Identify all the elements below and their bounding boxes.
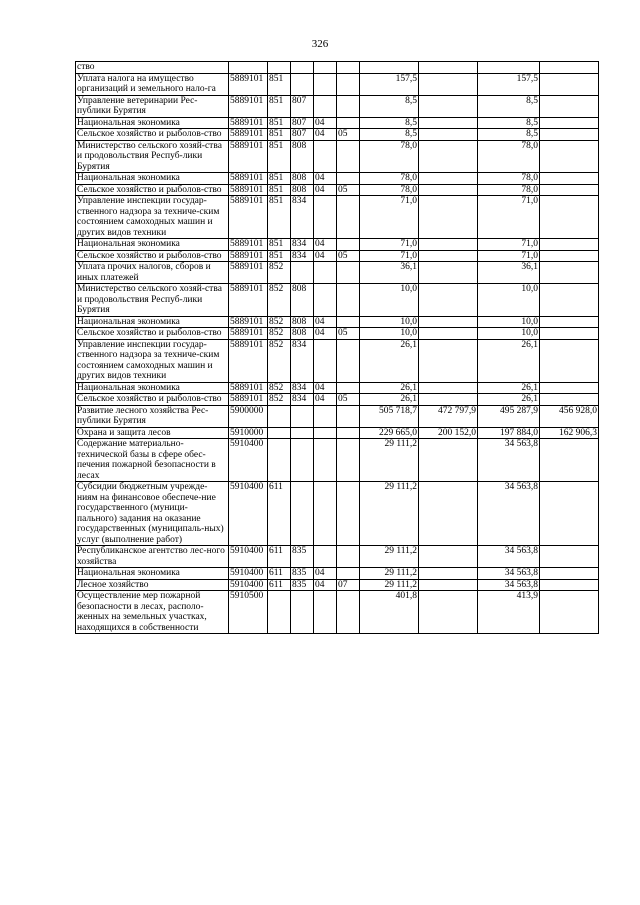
subsection-code-cell	[337, 339, 360, 382]
amount-3-cell: 78,0	[478, 140, 540, 173]
expense-type-cell: 852	[268, 394, 291, 406]
subsection-code-cell	[337, 173, 360, 185]
section-code-cell	[314, 482, 337, 546]
amount-1-cell: 10,0	[360, 328, 419, 340]
amount-1-cell: 10,0	[360, 316, 419, 328]
item-name-cell: Национальная экономика	[76, 382, 229, 394]
amount-2-cell	[419, 262, 478, 284]
amount-1-cell: 229 665,0	[360, 427, 419, 439]
expense-type-cell: 851	[268, 73, 291, 95]
item-name-cell: Министерство сельского хозяй-ства и продовольствия Респуб-лики Бурятия	[76, 140, 229, 173]
section-code-cell	[314, 405, 337, 427]
amount-3-cell: 26,1	[478, 382, 540, 394]
department-code-cell: 834	[291, 339, 314, 382]
expense-type-cell: 852	[268, 328, 291, 340]
subsection-code-cell	[337, 427, 360, 439]
department-code-cell	[291, 262, 314, 284]
subsection-code-cell	[337, 546, 360, 568]
amount-3-cell: 26,1	[478, 394, 540, 406]
target-code-cell: 5910400	[229, 568, 268, 580]
amount-3-cell: 34 563,8	[478, 568, 540, 580]
table-row	[76, 284, 599, 317]
amount-2-cell	[419, 73, 478, 95]
amount-4-cell	[540, 394, 599, 406]
section-code-cell: 04	[314, 328, 337, 340]
target-code-cell: 5889101	[229, 196, 268, 239]
table-row	[76, 95, 599, 117]
section-code-cell: 04	[314, 129, 337, 141]
amount-4-cell	[540, 568, 599, 580]
section-code-cell: 04	[314, 579, 337, 591]
item-name-cell: Национальная экономика	[76, 117, 229, 129]
expense-type-cell: 852	[268, 339, 291, 382]
department-code-cell: 834	[291, 394, 314, 406]
table-row	[76, 250, 599, 262]
subsection-code-cell	[337, 591, 360, 634]
amount-1-cell: 157,5	[360, 73, 419, 95]
target-code-cell: 5900000	[229, 405, 268, 427]
amount-4-cell	[540, 382, 599, 394]
table-row	[76, 427, 599, 439]
expense-type-cell: 851	[268, 173, 291, 185]
department-code-cell	[291, 73, 314, 95]
amount-4-cell	[540, 284, 599, 317]
amount-4-cell	[540, 482, 599, 546]
subsection-code-cell	[337, 382, 360, 394]
amount-4-cell	[540, 196, 599, 239]
target-code-cell: 5889101	[229, 250, 268, 262]
section-code-cell	[314, 62, 337, 74]
amount-2-cell	[419, 117, 478, 129]
expense-type-cell: 851	[268, 140, 291, 173]
expense-type-cell: 611	[268, 568, 291, 580]
amount-4-cell	[540, 184, 599, 196]
subsection-code-cell	[337, 239, 360, 251]
subsection-code-cell	[337, 405, 360, 427]
item-name-cell: Сельское хозяйство и рыболов-ство	[76, 129, 229, 141]
table-row	[76, 316, 599, 328]
department-code-cell	[291, 591, 314, 634]
amount-4-cell	[540, 316, 599, 328]
target-code-cell: 5910400	[229, 546, 268, 568]
amount-1-cell: 29 111,2	[360, 482, 419, 546]
section-code-cell	[314, 95, 337, 117]
section-code-cell: 04	[314, 568, 337, 580]
subsection-code-cell	[337, 95, 360, 117]
amount-3-cell: 34 563,8	[478, 439, 540, 482]
target-code-cell: 5889101	[229, 140, 268, 173]
department-code-cell	[291, 427, 314, 439]
table-row	[76, 394, 599, 406]
subsection-code-cell	[337, 62, 360, 74]
department-code-cell: 834	[291, 382, 314, 394]
item-name-cell: Управление ветеринарии Рес-публики Бурятия	[76, 95, 229, 117]
subsection-code-cell	[337, 73, 360, 95]
department-code-cell: 808	[291, 328, 314, 340]
amount-4-cell	[540, 328, 599, 340]
amount-2-cell	[419, 284, 478, 317]
table-row	[76, 339, 599, 382]
target-code-cell: 5889101	[229, 239, 268, 251]
item-name-cell: Министерство сельского хозяй-ства и продовольствия Респуб-лики Бурятия	[76, 284, 229, 317]
amount-3-cell	[478, 62, 540, 74]
item-name-cell: Сельское хозяйство и рыболов-ство	[76, 184, 229, 196]
department-code-cell	[291, 62, 314, 74]
section-code-cell	[314, 196, 337, 239]
department-code-cell: 808	[291, 173, 314, 185]
subsection-code-cell: 07	[337, 579, 360, 591]
expense-type-cell: 611	[268, 546, 291, 568]
section-code-cell	[314, 73, 337, 95]
expense-type-cell: 851	[268, 250, 291, 262]
amount-3-cell: 26,1	[478, 339, 540, 382]
subsection-code-cell	[337, 117, 360, 129]
amount-1-cell: 71,0	[360, 196, 419, 239]
amount-1-cell: 8,5	[360, 117, 419, 129]
item-name-cell: Содержание материально-технической базы в сфере обес-печения пожарной безопасности в лесах	[76, 439, 229, 482]
amount-1-cell: 29 111,2	[360, 568, 419, 580]
subsection-code-cell: 05	[337, 394, 360, 406]
section-code-cell: 04	[314, 117, 337, 129]
target-code-cell: 5910400	[229, 482, 268, 546]
amount-3-cell: 413,9	[478, 591, 540, 634]
section-code-cell: 04	[314, 173, 337, 185]
amount-1-cell: 29 111,2	[360, 579, 419, 591]
amount-2-cell	[419, 62, 478, 74]
amount-2-cell	[419, 196, 478, 239]
table-row	[76, 73, 599, 95]
amount-1-cell: 8,5	[360, 129, 419, 141]
item-name-cell: Национальная экономика	[76, 173, 229, 185]
subsection-code-cell	[337, 439, 360, 482]
amount-2-cell	[419, 239, 478, 251]
amount-3-cell: 10,0	[478, 316, 540, 328]
amount-2-cell	[419, 95, 478, 117]
amount-3-cell: 34 563,8	[478, 482, 540, 546]
amount-1-cell: 29 111,2	[360, 439, 419, 482]
amount-4-cell	[540, 140, 599, 173]
amount-1-cell: 71,0	[360, 239, 419, 251]
amount-2-cell	[419, 382, 478, 394]
item-name-cell: Субсидии бюджетным учрежде-ниям на финансовое обеспече-ние государственного (муници-пального) задания на оказание государственных (муниципаль-ных) услуг (выполнение работ)	[76, 482, 229, 546]
amount-4-cell	[540, 250, 599, 262]
amount-4-cell	[540, 579, 599, 591]
amount-3-cell: 78,0	[478, 184, 540, 196]
amount-2-cell	[419, 394, 478, 406]
amount-3-cell: 8,5	[478, 129, 540, 141]
target-code-cell: 5910400	[229, 579, 268, 591]
table-row	[76, 328, 599, 340]
amount-3-cell: 71,0	[478, 196, 540, 239]
amount-2-cell	[419, 568, 478, 580]
section-code-cell	[314, 339, 337, 382]
item-name-cell: Сельское хозяйство и рыболов-ство	[76, 250, 229, 262]
subsection-code-cell: 05	[337, 184, 360, 196]
subsection-code-cell: 05	[337, 250, 360, 262]
amount-1-cell: 505 718,7	[360, 405, 419, 427]
department-code-cell: 834	[291, 250, 314, 262]
section-code-cell: 04	[314, 184, 337, 196]
amount-3-cell: 10,0	[478, 284, 540, 317]
section-code-cell: 04	[314, 394, 337, 406]
amount-4-cell	[540, 239, 599, 251]
subsection-code-cell: 05	[337, 328, 360, 340]
amount-4-cell	[540, 262, 599, 284]
expense-type-cell	[268, 591, 291, 634]
amount-4-cell	[540, 62, 599, 74]
item-name-cell: Управление инспекции государ-ственного надзора за техниче-ским состоянием самоходных машин и других видов техники	[76, 196, 229, 239]
amount-2-cell	[419, 482, 478, 546]
subsection-code-cell	[337, 196, 360, 239]
item-name-cell: Сельское хозяйство и рыболов-ство	[76, 328, 229, 340]
department-code-cell: 807	[291, 117, 314, 129]
amount-3-cell: 34 563,8	[478, 579, 540, 591]
target-code-cell: 5889101	[229, 73, 268, 95]
amount-1-cell: 26,1	[360, 339, 419, 382]
item-name-cell: Охрана и защита лесов	[76, 427, 229, 439]
item-name-cell: Уплата прочих налогов, сборов и иных платежей	[76, 262, 229, 284]
item-name-cell: Сельское хозяйство и рыболов-ство	[76, 394, 229, 406]
amount-1-cell	[360, 62, 419, 74]
target-code-cell: 5889101	[229, 316, 268, 328]
target-code-cell: 5889101	[229, 129, 268, 141]
item-name-cell: Национальная экономика	[76, 568, 229, 580]
target-code-cell: 5889101	[229, 284, 268, 317]
subsection-code-cell: 05	[337, 129, 360, 141]
amount-3-cell: 34 563,8	[478, 546, 540, 568]
item-name-cell: Республиканское агентство лес-ного хозяйства	[76, 546, 229, 568]
section-code-cell	[314, 140, 337, 173]
department-code-cell: 834	[291, 239, 314, 251]
amount-3-cell: 78,0	[478, 173, 540, 185]
amount-1-cell: 36,1	[360, 262, 419, 284]
department-code-cell: 807	[291, 129, 314, 141]
amount-4-cell	[540, 439, 599, 482]
expense-type-cell: 852	[268, 382, 291, 394]
page-number: 326	[311, 38, 329, 50]
target-code-cell: 5889101	[229, 184, 268, 196]
department-code-cell: 808	[291, 184, 314, 196]
amount-4-cell	[540, 117, 599, 129]
table-row	[76, 262, 599, 284]
section-code-cell	[314, 591, 337, 634]
target-code-cell: 5910400	[229, 439, 268, 482]
section-code-cell	[314, 439, 337, 482]
amount-4-cell: 456 928,0	[540, 405, 599, 427]
expense-type-cell	[268, 62, 291, 74]
subsection-code-cell	[337, 316, 360, 328]
amount-1-cell: 10,0	[360, 284, 419, 317]
expense-type-cell: 851	[268, 184, 291, 196]
subsection-code-cell	[337, 140, 360, 173]
item-name-cell: Национальная экономика	[76, 316, 229, 328]
item-name-cell: Управление инспекции государ-ственного надзора за техниче-ским состоянием самоходных машин и других видов техники	[76, 339, 229, 382]
amount-3-cell: 157,5	[478, 73, 540, 95]
table-row	[76, 568, 599, 580]
amount-4-cell	[540, 173, 599, 185]
expense-type-cell: 852	[268, 284, 291, 317]
amount-4-cell	[540, 591, 599, 634]
subsection-code-cell	[337, 284, 360, 317]
amount-4-cell	[540, 339, 599, 382]
amount-2-cell: 472 797,9	[419, 405, 478, 427]
amount-3-cell: 197 884,0	[478, 427, 540, 439]
section-code-cell	[314, 262, 337, 284]
target-code-cell: 5889101	[229, 394, 268, 406]
budget-table-body	[76, 62, 599, 634]
expense-type-cell: 851	[268, 95, 291, 117]
table-row	[76, 196, 599, 239]
section-code-cell: 04	[314, 316, 337, 328]
amount-2-cell	[419, 328, 478, 340]
amount-4-cell: 162 906,3	[540, 427, 599, 439]
department-code-cell: 808	[291, 284, 314, 317]
amount-1-cell: 71,0	[360, 250, 419, 262]
section-code-cell	[314, 427, 337, 439]
item-name-cell: Национальная экономика	[76, 239, 229, 251]
amount-2-cell	[419, 579, 478, 591]
target-code-cell: 5889101	[229, 339, 268, 382]
amount-1-cell: 78,0	[360, 140, 419, 173]
amount-2-cell	[419, 339, 478, 382]
target-code-cell	[229, 62, 268, 74]
table-row	[76, 62, 599, 74]
expense-type-cell	[268, 405, 291, 427]
table-row	[76, 140, 599, 173]
amount-2-cell	[419, 591, 478, 634]
expense-type-cell: 851	[268, 239, 291, 251]
amount-3-cell: 36,1	[478, 262, 540, 284]
table-row	[76, 129, 599, 141]
amount-3-cell: 8,5	[478, 117, 540, 129]
amount-1-cell: 29 111,2	[360, 546, 419, 568]
department-code-cell: 835	[291, 568, 314, 580]
table-row	[76, 439, 599, 482]
table-row	[76, 546, 599, 568]
subsection-code-cell	[337, 568, 360, 580]
amount-4-cell	[540, 95, 599, 117]
section-code-cell: 04	[314, 239, 337, 251]
amount-3-cell: 495 287,9	[478, 405, 540, 427]
amount-4-cell	[540, 129, 599, 141]
expense-type-cell: 852	[268, 262, 291, 284]
amount-1-cell: 78,0	[360, 173, 419, 185]
table-row	[76, 173, 599, 185]
amount-4-cell	[540, 546, 599, 568]
department-code-cell	[291, 482, 314, 546]
section-code-cell: 04	[314, 250, 337, 262]
amount-1-cell: 78,0	[360, 184, 419, 196]
target-code-cell: 5889101	[229, 117, 268, 129]
amount-3-cell: 8,5	[478, 95, 540, 117]
amount-2-cell	[419, 316, 478, 328]
amount-1-cell: 401,8	[360, 591, 419, 634]
table-row	[76, 482, 599, 546]
expense-type-cell: 851	[268, 117, 291, 129]
target-code-cell: 5889101	[229, 328, 268, 340]
amount-1-cell: 26,1	[360, 382, 419, 394]
department-code-cell: 835	[291, 579, 314, 591]
subsection-code-cell	[337, 482, 360, 546]
table-row	[76, 117, 599, 129]
amount-3-cell: 71,0	[478, 250, 540, 262]
item-name-cell: Уплата налога на имущество организаций и земельного нало-га	[76, 73, 229, 95]
table-row	[76, 405, 599, 427]
item-name-cell: ство	[76, 62, 229, 74]
expense-type-cell: 851	[268, 129, 291, 141]
target-code-cell: 5889101	[229, 262, 268, 284]
expense-type-cell	[268, 439, 291, 482]
table-row	[76, 184, 599, 196]
table-row	[76, 239, 599, 251]
subsection-code-cell	[337, 262, 360, 284]
expense-type-cell: 852	[268, 316, 291, 328]
expense-type-cell	[268, 427, 291, 439]
department-code-cell: 808	[291, 140, 314, 173]
amount-3-cell: 10,0	[478, 328, 540, 340]
expense-type-cell: 611	[268, 579, 291, 591]
target-code-cell: 5889101	[229, 382, 268, 394]
section-code-cell: 04	[314, 382, 337, 394]
department-code-cell	[291, 405, 314, 427]
department-code-cell	[291, 439, 314, 482]
amount-2-cell	[419, 140, 478, 173]
expense-type-cell: 611	[268, 482, 291, 546]
item-name-cell: Осуществление мер пожарной безопасности в лесах, располо-женных на земельных участках, находящихся в собственности	[76, 591, 229, 634]
amount-1-cell: 26,1	[360, 394, 419, 406]
section-code-cell	[314, 546, 337, 568]
target-code-cell: 5910000	[229, 427, 268, 439]
department-code-cell: 807	[291, 95, 314, 117]
amount-2-cell	[419, 546, 478, 568]
amount-2-cell	[419, 129, 478, 141]
amount-2-cell	[419, 439, 478, 482]
department-code-cell: 835	[291, 546, 314, 568]
target-code-cell: 5889101	[229, 95, 268, 117]
amount-4-cell	[540, 73, 599, 95]
budget-table	[75, 61, 599, 634]
table-row	[76, 591, 599, 634]
table-row	[76, 579, 599, 591]
amount-2-cell	[419, 250, 478, 262]
section-code-cell	[314, 284, 337, 317]
department-code-cell: 808	[291, 316, 314, 328]
expense-type-cell: 851	[268, 196, 291, 239]
department-code-cell: 834	[291, 196, 314, 239]
item-name-cell: Лесное хозяйство	[76, 579, 229, 591]
amount-2-cell	[419, 184, 478, 196]
target-code-cell: 5889101	[229, 173, 268, 185]
amount-3-cell: 71,0	[478, 239, 540, 251]
target-code-cell: 5910500	[229, 591, 268, 634]
item-name-cell: Развитие лесного хозяйства Рес-публики Бурятия	[76, 405, 229, 427]
amount-1-cell: 8,5	[360, 95, 419, 117]
amount-2-cell: 200 152,0	[419, 427, 478, 439]
table-row	[76, 382, 599, 394]
amount-2-cell	[419, 173, 478, 185]
